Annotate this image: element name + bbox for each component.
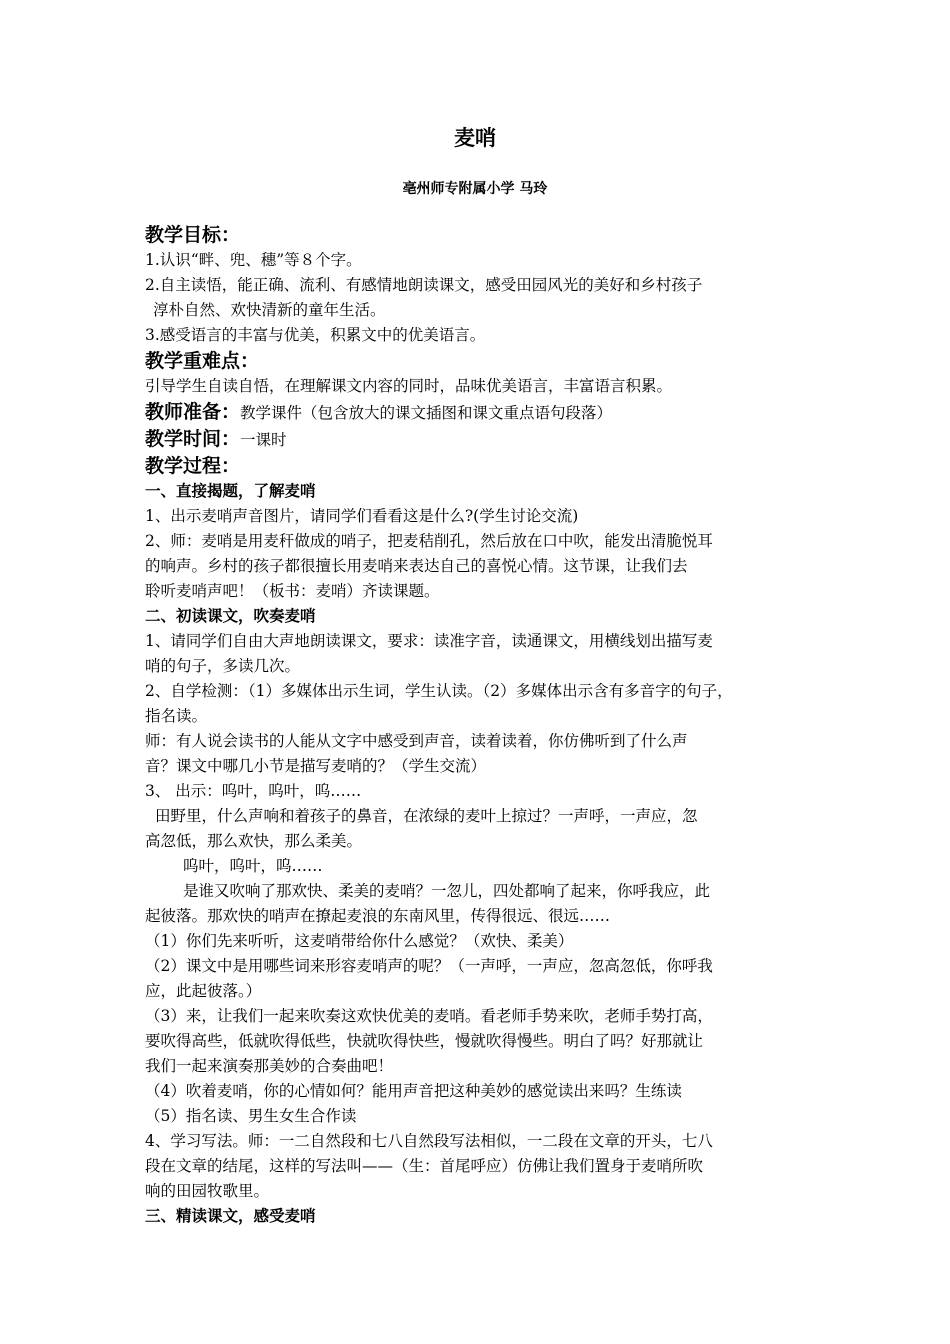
paragraph: 是谁又吹响了那欢快、柔美的麦哨？一忽儿，四处都响了起来，你呼我应，此 xyxy=(183,882,711,900)
paragraph: 2、师：麦哨是用麦秆做成的哨子，把麦秸削孔，然后放在口中吹，能发出清脆悦耳 xyxy=(145,532,713,550)
goals-heading: 教学目标： xyxy=(145,224,241,246)
paragraph: 段在文章的结尾，这样的写法叫——（生：首尾呼应）仿佛让我们置身于麦哨所吹 xyxy=(145,1157,704,1175)
part2-heading: 二、初读课文，吹奏麦哨 xyxy=(145,607,316,625)
goal-item-cont: 淳朴自然、欢快清新的童年生活。 xyxy=(153,301,386,319)
question-item-cont: 我们一起来演奏那美妙的合奏曲吧！ xyxy=(145,1057,394,1075)
part3-heading: 三、精读课文，感受麦哨 xyxy=(145,1207,316,1225)
question-item: （2）课文中是用哪些词来形容麦哨声的呢？（一声呼，一声应，忽高忽低，你呼我 xyxy=(145,957,713,975)
paragraph: 3、 出示：呜叶，呜叶，呜…… xyxy=(145,782,362,800)
question-item: （3）来，让我们一起来吹奏这欢快优美的麦哨。看老师手势来吹，老师手势打高， xyxy=(145,1007,713,1025)
process-heading: 教学过程： xyxy=(145,455,241,477)
question-item: （1）你们先来听听，这麦哨带给你什么感觉？（欢快、柔美） xyxy=(145,932,574,950)
goal-item: 3.感受语言的丰富与优美，积累文中的优美语言。 xyxy=(145,326,486,344)
paragraph: 田野里，什么声响和着孩子的鼻音，在浓绿的麦叶上掠过？一声呼，一声应，忽 xyxy=(155,807,698,825)
goal-item: 2.自主读悟，能正确、流利、有感情地朗读课文，感受田园风光的美好和乡村孩子 xyxy=(145,276,703,294)
key-points-text: 引导学生自读自悟，在理解课文内容的同时，品味优美语言，丰富语言积累。 xyxy=(145,377,673,395)
prep-line xyxy=(145,399,817,426)
time-text: 一课时 xyxy=(240,431,287,449)
time-heading: 教学时间： xyxy=(145,428,241,450)
paragraph: 指名读。 xyxy=(145,707,208,725)
paragraph: 师：有人说会读书的人能从文字中感受到声音，读着读着，你仿佛听到了什么声 xyxy=(145,732,688,750)
paragraph: 4、学习写法。师：一二自然段和七八自然段写法相似，一二段在文章的开头，七八 xyxy=(145,1132,713,1150)
paragraph: 哨的句子，多读几次。 xyxy=(145,657,301,675)
paragraph: 音？课文中哪几小节是描写麦哨的？（学生交流） xyxy=(145,757,487,775)
prep-text: 教学课件（包含放大的课文插图和课文重点语句段落） xyxy=(240,404,613,422)
part1-heading: 一、直接揭题，了解麦哨 xyxy=(145,482,316,500)
goal-item: 1.认识“畔、兜、穗”等８个字。 xyxy=(145,251,362,269)
key-points-heading: 教学重难点： xyxy=(145,350,260,372)
paragraph: 的响声。乡村的孩子都很擅长用麦哨来表达自己的喜悦心情。这节课，让我们去 xyxy=(145,557,688,575)
document-title: 麦哨 xyxy=(454,126,496,150)
question-item-cont: 要吹得高些，低就吹得低些，快就吹得快些，慢就吹得慢些。明白了吗？好那就让 xyxy=(145,1032,704,1050)
paragraph: 聆听麦哨声吧！（板书：麦哨）齐读课题。 xyxy=(145,582,440,600)
paragraph: 2、自学检测：（1）多媒体出示生词，学生认读。（2）多媒体出示含有多音字的句子， xyxy=(145,682,733,700)
paragraph: 呜叶，呜叶，呜…… xyxy=(183,857,323,875)
prep-heading: 教师准备： xyxy=(145,401,241,423)
question-item-cont: 应，此起彼落。） xyxy=(145,982,262,1000)
paragraph: 1、请同学们自由大声地朗读课文，要求：读准字音，读通课文，用横线划出描写麦 xyxy=(145,632,713,650)
document-body xyxy=(145,222,817,1229)
author-line: 亳州师专附属小学 马玲 xyxy=(402,181,548,197)
paragraph: 1、出示麦哨声音图片，请同学们看看这是什么?(学生讨论交流) xyxy=(145,507,579,525)
paragraph: 响的田园牧歌里。 xyxy=(145,1182,270,1200)
question-item: （4）吹着麦哨，你的心情如何？能用声音把这种美妙的感觉读出来吗？生练读 xyxy=(145,1082,682,1100)
paragraph: 高忽低，那么欢快，那么柔美。 xyxy=(145,832,363,850)
time-line xyxy=(145,426,817,453)
paragraph: 起彼落。那欢快的哨声在撩起麦浪的东南风里，传得很远、很远…… xyxy=(145,907,611,925)
question-item: （5）指名读、男生女生合作读 xyxy=(145,1107,357,1125)
